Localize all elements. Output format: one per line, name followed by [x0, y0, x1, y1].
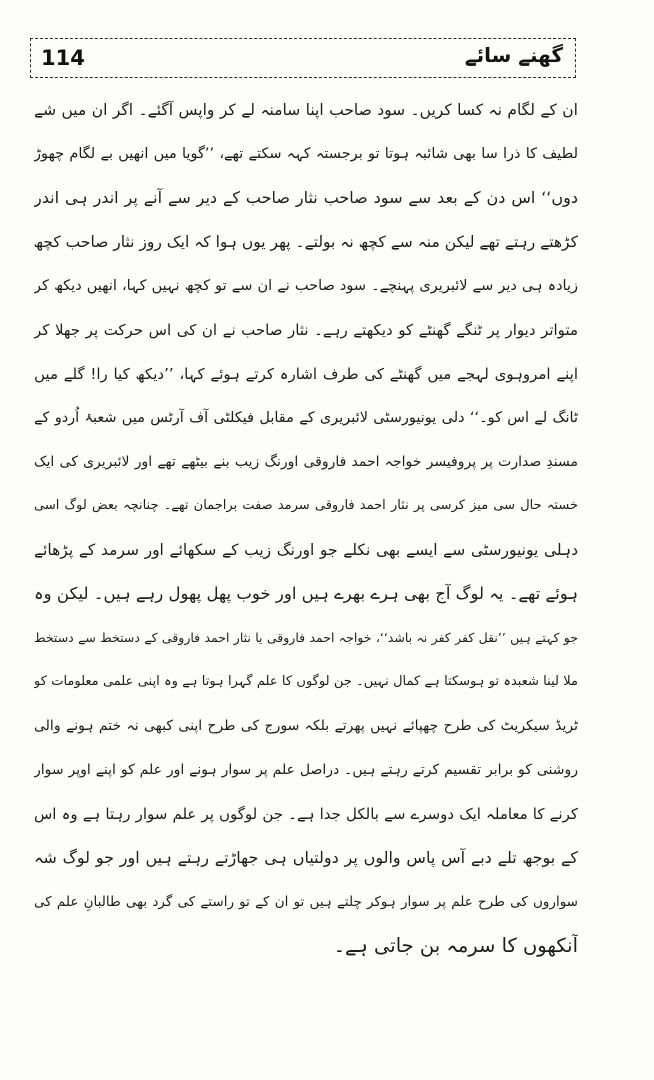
- text-line: خستہ حال سی میز کرسی پر نثار احمد فاروقی سرمد صفت براجمان تھے۔ چنانچہ بعض لوگ اسی: [34, 498, 578, 513]
- text-line-last: آنکھوں کا سرمہ بن جاتی ہے۔: [333, 934, 578, 957]
- text-line: اپنے امروہوی لہجے میں گھنٹے کی طرف اشارہ کرتے ہوئے کہا، ’’دیکھ کیا را! گلے میں: [34, 365, 578, 383]
- page-number: 114: [41, 46, 85, 70]
- body-text: [34, 88, 578, 988]
- text-line: جو کہتے ہیں ’’نقل کفر کفر نہ باشد‘‘، خواجہ احمد فاروقی یا نثار احمد فاروقی کے دستخط سے دستخط: [34, 630, 578, 645]
- text-line: سواروں کی طرح علم پر سوار ہوکر چلتے ہیں تو ان کے تو راستے کی گرد بھی طالبانِ علم کی: [34, 894, 578, 910]
- text-line: کرنے کا معاملہ ایک دوسرے سے بالکل جدا ہے۔ جن لوگوں پر علم سوار رہتا ہے وہ اس: [34, 805, 578, 823]
- text-line: روشنی کو برابر تقسیم کرتے رہتے ہیں۔ دراصل علم پر سوار ہونے اور علم کو اپنے اوپر سوار: [34, 762, 578, 778]
- text-line: مسندِ صدارت پر پروفیسر خواجہ احمد فاروقی اورنگ زیب بنے بیٹھے تھے اور لائبریری کی ایک: [34, 454, 578, 470]
- text-line: لطیف کا ذرا سا بھی شائبہ ہوتا تو برجستہ کہہ سکتے تھے، ’’گویا میں انھیں بے لگام چھوڑ: [34, 146, 578, 162]
- page-header: [30, 38, 576, 78]
- text-line: کڑھتے رہتے تھے لیکن منہ سے کچھ نہ بولتے۔ پھر یوں ہوا کہ ایک روز نثار صاحب کچھ: [34, 233, 578, 251]
- text-line: دہلی یونیورسٹی سے ایسے بھی نکلے جو اورنگ زیب کے سکھائے اور سرمد کے پڑھائے: [34, 541, 578, 559]
- text-line: ان کے لگام نہ کسا کریں۔ سود صاحب اپنا سامنہ لے کر واپس آگئے۔ اگر ان میں شے: [34, 101, 578, 119]
- text-line: دوں‘‘ اس دن کے بعد سے سود صاحب نثار صاحب کے دیر سے آنے پر اندر ہی اندر: [34, 188, 578, 207]
- text-line: ملا لینا شعبدہ تو ہوسکتا ہے کمال نہیں۔ جن لوگوں کا علم گہرا ہوتا ہے وہ اپنی علمی معلومات کو: [34, 674, 578, 689]
- text-line: ٹانگ لے اس کو۔‘‘ دلی یونیورسٹی لائبریری کے مقابل فیکلٹی آف آرٹس میں شعبۂ اُردو کے: [34, 410, 578, 426]
- text-line: کے بوجھ تلے دبے آس پاس والوں پر دولتیاں ہی جھاڑتے رہتے ہیں اور جو لوگ شہ: [34, 848, 578, 867]
- text-line: ہوئے تھے۔ یہ لوگ آج بھی ہرے بھرے ہیں اور خوب پھل پھول رہے ہیں۔ لیکن وہ: [34, 584, 578, 603]
- text-line: زیادہ ہی دیر سے لائبریری پہنچے۔ سود صاحب نے ان سے تو کچھ نہیں کہا، انھیں دیکھ کر: [34, 278, 578, 294]
- running-title: گھنے سائے: [464, 43, 563, 67]
- text-line: متواتر دیوار پر ٹنگے گھنٹے کو دیکھتے رہے۔ نثار صاحب نے ان کی اس حرکت پر جھلا کر: [34, 321, 578, 339]
- text-line: ٹریڈ سیکریٹ کی طرح چھپائے نہیں پھرتے بلکہ سورج کی طرح اپنی کبھی نہ ختم ہونے والی: [34, 718, 578, 734]
